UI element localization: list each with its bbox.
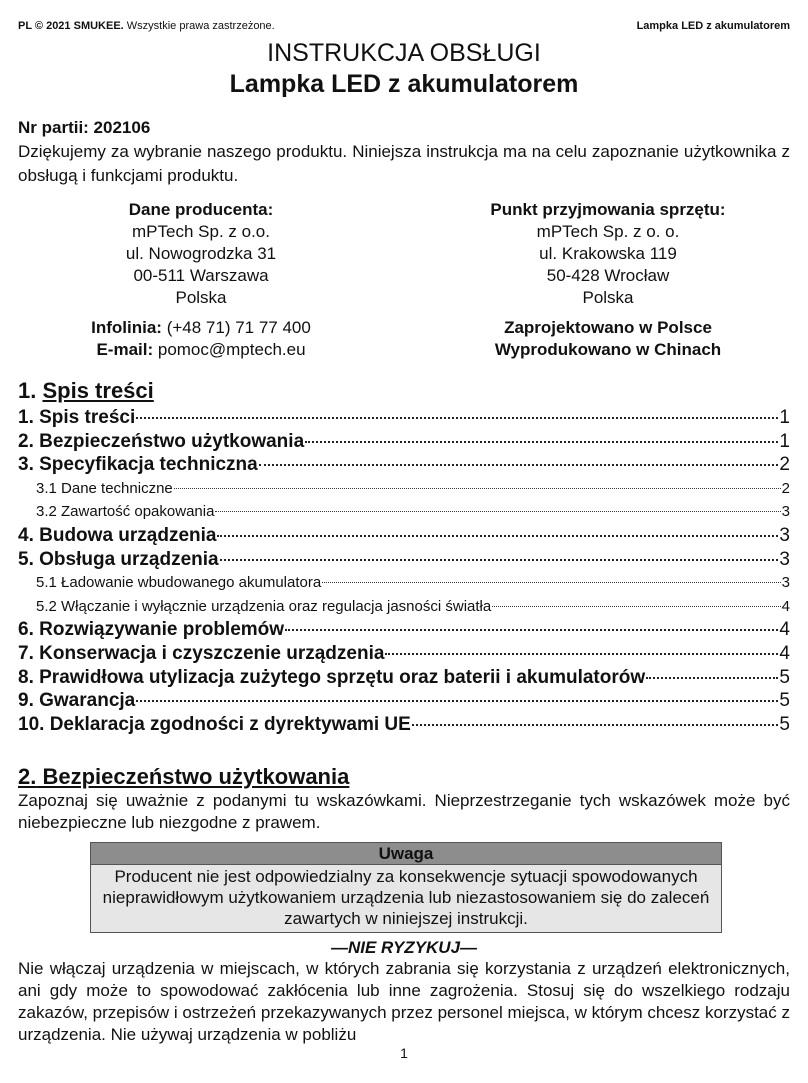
toc-entry-page: 5 xyxy=(779,713,790,735)
toc-entry xyxy=(18,500,790,524)
toc-heading xyxy=(18,378,154,404)
hotline xyxy=(36,317,366,339)
toc-leader-dots xyxy=(174,487,781,489)
toc-entry xyxy=(18,666,790,690)
safety-heading xyxy=(18,764,349,790)
toc-leader-dots xyxy=(220,558,779,561)
page-header xyxy=(18,20,790,36)
toc-entry-page: 4 xyxy=(779,642,790,664)
toc-leader-dots xyxy=(385,652,778,655)
service-line: 50-428 Wrocław xyxy=(546,266,670,285)
toc-entry-page: 3 xyxy=(781,503,790,521)
document-title: INSTRUKCJA OBSŁUGI xyxy=(267,39,541,67)
toc-entry xyxy=(18,571,790,595)
toc-entry-page: 5 xyxy=(779,690,790,712)
service-line: mPTech Sp. z o. o. xyxy=(536,222,680,241)
service-block xyxy=(443,199,773,309)
document-subtitle: Lampka LED z akumulatorem xyxy=(229,70,579,98)
safety-heading-text: Bezpieczeństwo użytkowania xyxy=(42,764,350,789)
toc-entry xyxy=(18,595,790,619)
toc-leader-dots xyxy=(136,699,778,702)
toc-leader-dots xyxy=(322,581,780,583)
service-heading: Punkt przyjmowania sprzętu: xyxy=(490,200,726,219)
toc-entry-label: 5.2 Włączanie i wyłącznie urządzenia oraz regulacja jasności światła xyxy=(36,597,492,615)
toc-heading-text: Spis treści xyxy=(42,378,154,403)
copyright-rest: Wszystkie prawa zastrzeżone. xyxy=(123,20,275,32)
warning-box xyxy=(90,842,722,933)
toc-entry-label: 5.1 Ładowanie wbudowanego akumulatora xyxy=(36,574,322,592)
toc-entry-label: 3.1 Dane techniczne xyxy=(36,479,173,497)
toc-entry xyxy=(18,548,790,572)
origin-block xyxy=(443,317,773,361)
toc-leader-dots xyxy=(217,534,778,537)
toc-leader-dots xyxy=(285,628,778,631)
producer-line: Polska xyxy=(175,288,227,307)
page-number: 1 xyxy=(400,1045,408,1061)
toc-leader-dots xyxy=(259,463,779,466)
toc-entry xyxy=(18,477,790,501)
toc-entry-label: 10. Deklaracja zgodności z dyrektywami UE xyxy=(18,713,411,735)
risk-paragraph: Nie włączaj urządzenia w miejscach, w których zabrania się korzystania z urządzeń elektronicznych, ani gdy może to spowodować zakłócenia lub inne zagrożenia. Stosuj się do wszelkiego rodzaju zakazów, przepisów i ostrzeżeń przekazywanych przez personel miejsca, w którym chcesz korzystać z urządzenia. Nie używaj urządzenia w pobliżu xyxy=(18,959,790,1044)
toc-entry-label: 8. Prawidłowa utylizacja zużytego sprzętu oraz baterii i akumulatorów xyxy=(18,666,646,688)
batch-number: Nr partii: 202106 xyxy=(18,118,151,137)
toc-leader-dots xyxy=(215,510,780,512)
producer-line: ul. Nowogrodzka 31 xyxy=(125,244,277,263)
hotline-label: Infolinia: xyxy=(91,318,162,337)
producer-line: 00-511 Warszawa xyxy=(133,266,269,285)
toc-entry-label: 9. Gwarancja xyxy=(18,690,136,712)
designed-in: Zaprojektowano w Polsce xyxy=(504,318,712,337)
toc-entry-label: 4. Budowa urządzenia xyxy=(18,524,217,546)
toc-leader-dots xyxy=(305,440,778,443)
toc-leader-dots xyxy=(136,416,778,419)
service-line: Polska xyxy=(582,288,634,307)
toc-entry xyxy=(18,689,790,713)
producer-block xyxy=(36,199,366,309)
toc-leader-dots xyxy=(492,605,780,607)
toc-entry xyxy=(18,453,790,477)
safety-intro: Zapoznaj się uważnie z podanymi tu wskazówkami. Nieprzestrzeganie tych wskazówek może być niebezpieczne lub niezgodne z prawem. xyxy=(18,791,790,832)
contact-block xyxy=(36,317,366,361)
toc-entry-label: 3. Specyfikacja techniczna xyxy=(18,454,258,476)
toc-entry-page: 1 xyxy=(779,430,790,452)
email xyxy=(36,339,366,361)
toc-entry xyxy=(18,406,790,430)
toc-entry-page: 3 xyxy=(781,574,790,592)
toc-entry-label: 7. Konserwacja i czyszczenie urządzenia xyxy=(18,642,385,664)
toc-leader-dots xyxy=(646,676,778,679)
made-in: Wyprodukowano w Chinach xyxy=(494,340,722,359)
toc-entry-label: 5. Obsługa urządzenia xyxy=(18,548,219,570)
toc-heading-number: 1. xyxy=(18,378,37,403)
email-value: pomoc@mptech.eu xyxy=(153,340,306,359)
risk-heading: —NIE RYZYKUJ— xyxy=(330,938,478,957)
table-of-contents xyxy=(18,406,790,736)
header-product-name: Lampka LED z akumulatorem xyxy=(636,20,790,32)
toc-entry-page: 2 xyxy=(779,454,790,476)
hotline-value: (+48 71) 71 77 400 xyxy=(161,318,311,337)
toc-entry-label: 3.2 Zawartość opakowania xyxy=(36,503,215,521)
producer-heading: Dane producenta: xyxy=(128,200,274,219)
toc-entry-page: 5 xyxy=(779,666,790,688)
toc-entry xyxy=(18,524,790,548)
warning-title: Uwaga xyxy=(91,843,721,865)
copyright-bold: PL © 2021 SMUKEE. xyxy=(18,20,124,32)
toc-entry-page: 3 xyxy=(779,548,790,570)
toc-entry-label: 1. Spis treści xyxy=(18,407,136,428)
toc-entry-label: 6. Rozwiązywanie problemów xyxy=(18,619,285,641)
thanks-paragraph: Dziękujemy za wybranie naszego produktu. Niniejsza instrukcja ma na celu zapoznanie użytkownika z obsługą i funkcjami produktu. xyxy=(18,142,790,185)
toc-leader-dots xyxy=(412,723,779,726)
service-line: ul. Krakowska 119 xyxy=(539,244,677,263)
email-label: E-mail: xyxy=(96,340,154,359)
toc-entry xyxy=(18,430,790,454)
toc-entry-page: 4 xyxy=(779,619,790,641)
toc-entry xyxy=(18,713,790,737)
toc-entry-page: 4 xyxy=(781,597,790,615)
toc-entry-label: 2. Bezpieczeństwo użytkowania xyxy=(18,430,305,452)
toc-entry-page: 3 xyxy=(779,524,790,546)
toc-entry xyxy=(18,618,790,642)
toc-entry-page: 1 xyxy=(779,407,790,428)
warning-text: Producent nie jest odpowiedzialny za konsekwencje sytuacji spowodowanych nieprawidłowym użytkowaniem urządzenia lub niezastosowaniem się do zaleceń zawartych w niniejszej instrukcji. xyxy=(91,865,721,932)
copyright xyxy=(18,20,275,36)
toc-entry xyxy=(18,642,790,666)
producer-line: mPTech Sp. z o.o. xyxy=(132,222,270,241)
safety-heading-number: 2. xyxy=(18,764,37,789)
toc-entry-page: 2 xyxy=(781,479,790,497)
